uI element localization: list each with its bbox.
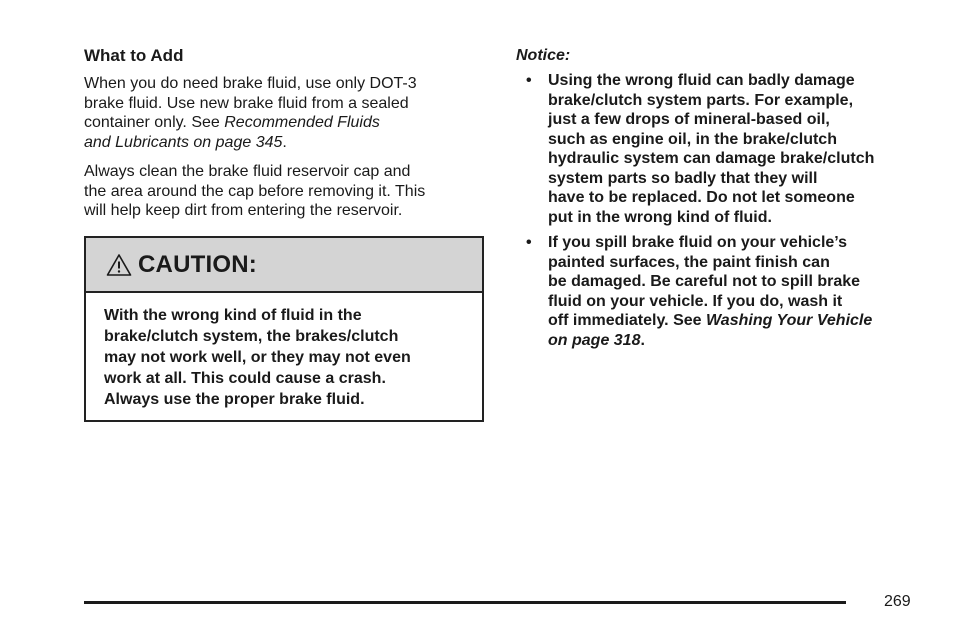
right-column: [516, 46, 926, 356]
paragraph-clean-reservoir: [84, 162, 484, 221]
text-line: the area around the cap before removing it. This: [84, 182, 426, 200]
text-line: brake/clutch system, the brakes/clutch: [104, 328, 399, 345]
text-line: system parts so badly that they will: [548, 169, 818, 187]
text-line: [548, 311, 926, 331]
text-line: fluid on your vehicle. If you do, wash it: [548, 292, 843, 310]
text-line: will help keep dirt from entering the reservoir.: [84, 202, 403, 219]
cross-reference: on page 318: [548, 331, 641, 349]
notice-title: Notice:: [516, 47, 571, 64]
text-line: painted surfaces, the paint finish can: [548, 253, 830, 271]
text-line: put in the wrong kind of fluid.: [548, 208, 772, 226]
text-line: Using the wrong fluid can badly damage: [548, 72, 855, 89]
text-fragment: .: [282, 133, 287, 151]
cross-reference: and Lubricants on page 345: [84, 133, 283, 151]
text-line: Always clean the brake fluid reservoir cap and: [84, 163, 411, 180]
list-item: [516, 233, 926, 350]
text-line: have to be replaced. Do not let someone: [548, 189, 855, 206]
text-line: [548, 331, 926, 351]
section-heading: What to Add: [84, 46, 184, 65]
bullet-icon: •: [526, 234, 532, 251]
caution-text: [86, 293, 482, 410]
cross-reference: Recommended Fluids: [224, 114, 380, 131]
text-line: When you do need brake fluid, use only DOT-3: [84, 75, 417, 92]
text-line: brake/clutch system parts. For example,: [548, 91, 854, 109]
page-number: 269: [884, 593, 911, 610]
caution-title: CAUTION:: [138, 250, 257, 278]
text-line: If you spill brake fluid on your vehicle’s: [548, 234, 848, 251]
text-line: [84, 113, 484, 133]
text-line: hydraulic system can damage brake/clutch: [548, 150, 875, 167]
text-line: work at all. This could cause a crash.: [104, 370, 386, 387]
text-fragment: .: [640, 331, 645, 349]
left-column: [84, 46, 484, 231]
caution-box: [84, 236, 484, 422]
text-line: brake fluid. Use new brake fluid from a sealed: [84, 94, 409, 112]
warning-triangle-icon: [106, 253, 132, 277]
footer-rule: [84, 601, 846, 604]
text-line: just a few drops of mineral-based oil,: [548, 111, 830, 128]
text-line: may not work well, or they may not even: [104, 349, 411, 366]
text-fragment: container only. See: [84, 114, 225, 131]
text-line: With the wrong kind of fluid in the: [104, 307, 362, 324]
caution-header: [86, 238, 482, 293]
text-line: be damaged. Be careful not to spill brake: [548, 273, 861, 290]
text-fragment: off immediately. See: [548, 312, 706, 329]
list-item: [516, 71, 926, 227]
text-line: such as engine oil, in the brake/clutch: [548, 130, 837, 148]
paragraph-what-to-add: [84, 74, 484, 152]
bullet-icon: •: [526, 72, 532, 89]
notice-list: [516, 71, 926, 350]
cross-reference: Washing Your Vehicle: [705, 312, 873, 329]
text-line: Always use the proper brake fluid.: [104, 391, 365, 408]
text-line: [84, 133, 484, 153]
